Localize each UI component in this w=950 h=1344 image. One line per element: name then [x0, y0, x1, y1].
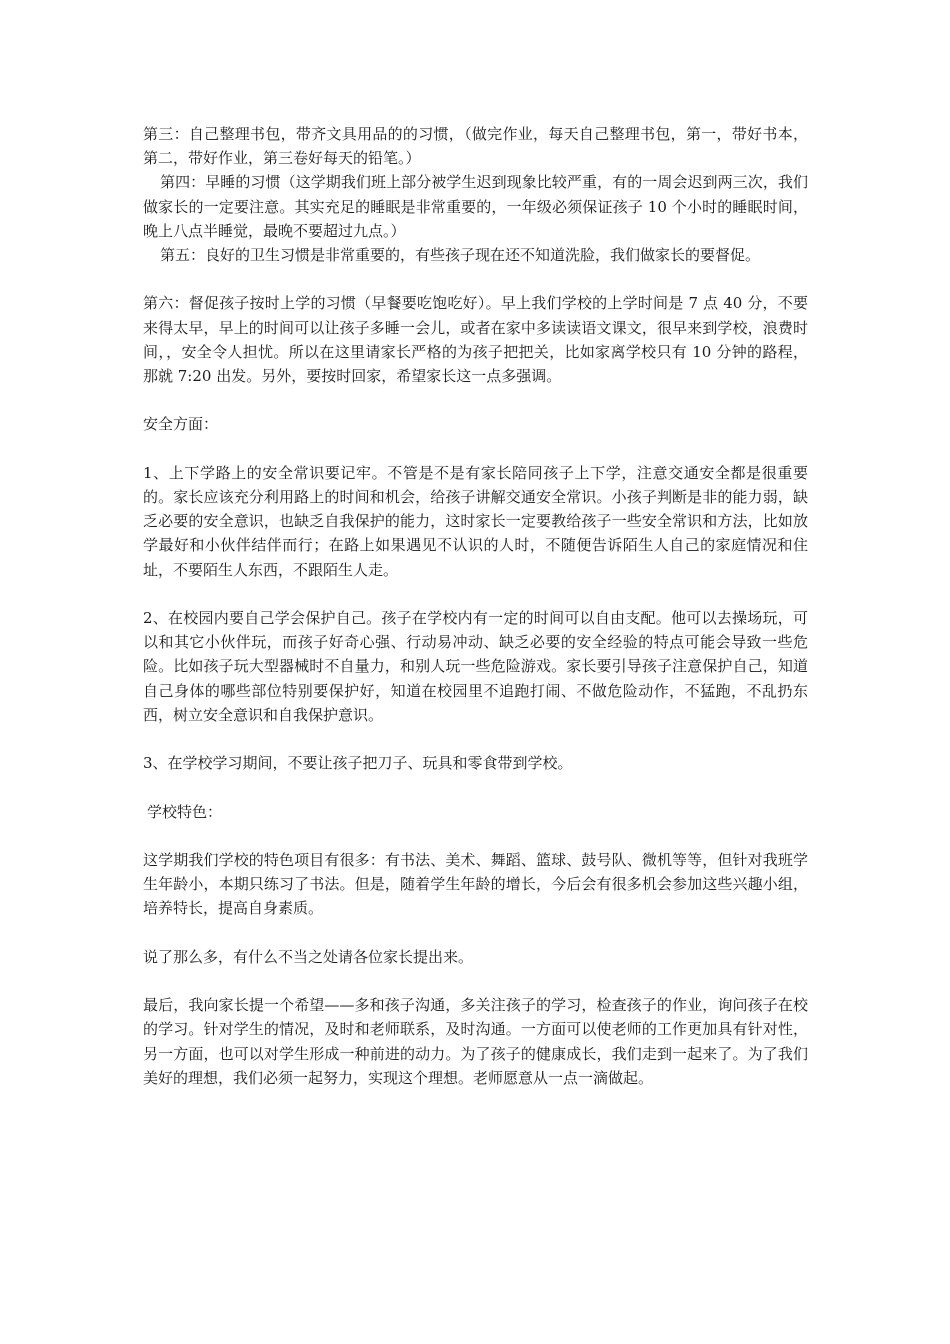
- spacer: [143, 969, 808, 993]
- school-feature-paragraph: 这学期我们学校的特色项目有很多：有书法、美术、舞蹈、篮球、鼓号队、微机等等，但针对我班学生年龄小，本期只练习了书法。但是，随着学生年龄的增长，今后会有很多机会参加这些兴趣小组，培养特长，提高自身素质。: [143, 850, 808, 918]
- spacer: [143, 388, 808, 412]
- safety-item-1: 1、上下学路上的安全常识要记牢。不管是不是有家长陪同孩子上下学，注意交通安全都是很重要的。家长应该充分利用路上的时间和机会，给孩子讲解交通安全常识。小孩子判断是非的能力弱，缺乏必要的安全意识，也缺乏自我保护的能力，这时家长一定要教给孩子一些安全常识和方法，比如放学最好和小伙伴结伴而行；在路上如果遇见不认识的人时，不随便告诉陌生人自己的家庭情况和住址，不要陌生人东西，不跟陌生人走。: [143, 463, 808, 579]
- spacer: [143, 921, 808, 945]
- school-feature-heading: 学校特色：: [147, 802, 223, 821]
- paragraph-habit-six: 第六：督促孩子按时上学的习惯（早餐要吃饱吃好）。早上我们学校的上学时间是 7 点 40 分，不要来得太早，早上的时间可以让孩子多睡一会儿，或者在家中多读读语文课文，很早来到学校，浪费时间，，安全令人担忧。所以在这里请家长严格的为孩子把把关，比如家离学校只有 10 分钟的路程，那就 7:20 出发。另外，要按时回家，希望家长这一点多强调。: [143, 294, 808, 386]
- spacer: [143, 727, 808, 751]
- spacer: [143, 775, 808, 799]
- paragraph-habit-four: 第四：早睡的习惯（这学期我们班上部分被学生迟到现象比较严重，有的一周会迟到两三次，我们做家长的一定要注意。其实充足的睡眠是非常重要的，一年级必须保证孩子 10 个小时的睡眠时间，晚上八点半睡觉，最晚不要超过九点。）: [143, 173, 808, 240]
- safety-item-2: 2、在校园内要自己学会保护自己。孩子在学校内有一定的时间可以自由支配。他可以去操场玩，可以和其它小伙伴玩，而孩子好奇心强、行动易冲动、缺乏必要的安全经验的特点可能会导致一些危险。比如孩子玩大型器械时不自量力，和别人玩一些危险游戏。家长要引导孩子注意保护自己，知道自己身体的哪些部位特别要保护好，知道在校园里不追跑打闹、不做危险动作，不猛跑，不乱扔东西，树立安全意识和自我保护意识。: [143, 609, 808, 724]
- paragraph-habit-five: 第五：良好的卫生习惯是非常重要的，有些孩子现在还不知道洗脸，我们做家长的要督促。: [160, 246, 761, 265]
- paragraph-habit-three: 第三：自己整理书包，带齐文具用品的的习惯，（做完作业，每天自己整理书包，第一，带好书本，第二，带好作业，第三卷好每天的铅笔。）: [143, 125, 808, 168]
- spacer: [143, 267, 808, 291]
- safety-heading: 安全方面：: [143, 415, 219, 434]
- document-body: [143, 122, 808, 1090]
- closing-hope: 最后，我向家长提一个希望——多和孩子沟通，多关注孩子的学习，检查孩子的作业，询问孩子在校的学习。针对学生的情况，及时和老师联系，及时沟通。一方面可以使老师的工作更加具有针对性，另一方面，也可以对学生形成一种前进的动力。为了孩子的健康成长，我们走到一起来了。为了我们美好的理想，我们必须一起努力，实现这个理想。老师愿意从一点一滴做起。: [143, 996, 808, 1087]
- spacer: [143, 824, 808, 848]
- spacer: [143, 582, 808, 606]
- closing-request: 说了那么多，有什么不当之处请各位家长提出来。: [143, 947, 474, 966]
- safety-item-3: 3、在学校学习期间，不要让孩子把刀子、玩具和零食带到学校。: [143, 754, 573, 773]
- spacer: [143, 437, 808, 461]
